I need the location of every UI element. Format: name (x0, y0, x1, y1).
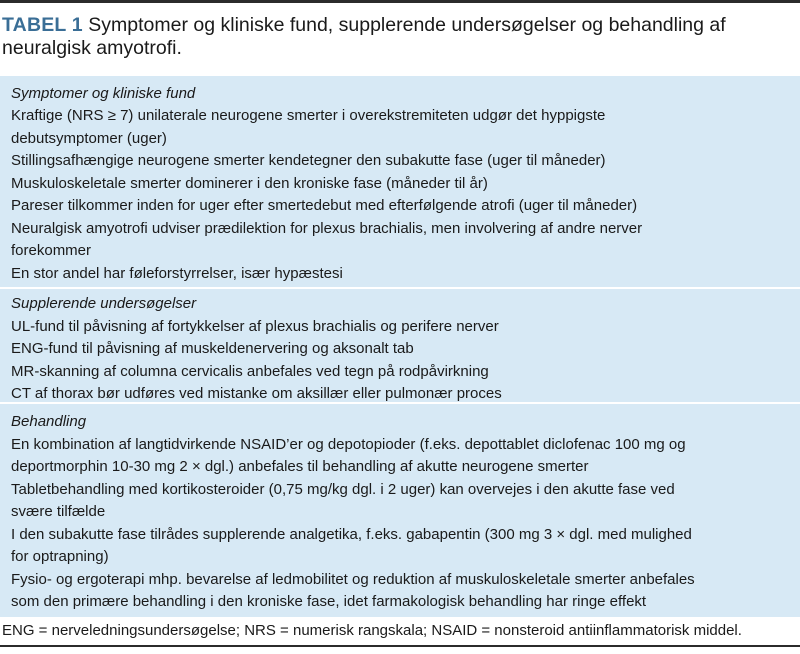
table-title-line2: neuralgisk amyotrofi. (2, 37, 182, 59)
table-row: debutsymptomer (uger) (11, 129, 167, 147)
table-row: svære tilfælde (11, 503, 106, 520)
table-row: forekommer (11, 242, 92, 259)
table-row: Fysio- og ergoterapi mhp. bevarelse af ledmobilitet og reduktion af muskuloskeletale smerter anbefales (11, 570, 695, 588)
table-row: for optrapning) (11, 548, 109, 565)
table-row: Muskuloskeletale smerter dominerer i den kroniske fase (måneder til år) (11, 174, 488, 192)
table-row: En stor andel har føleforstyrrelser, især hypæstesi (11, 264, 343, 282)
table-row: Kraftige (NRS ≥ 7) unilaterale neurogene smerter i overekstremiteten udgør det hyppigste (11, 107, 606, 124)
table-row: MR-skanning af columna cervicalis anbefales ved tegn på rodpåvirkning (11, 362, 489, 380)
section-treatment (0, 404, 800, 617)
table-footnote: ENG = nerveledningsundersøgelse; NRS = numerisk rangskala; NSAID = nonsteroid antiinflammatorisk middel. (2, 622, 742, 639)
table-row: deportmorphin 10-30 mg 2 × dgl.) anbefales til behandling af akutte neurogene smerter (11, 458, 589, 475)
table-body (0, 76, 800, 617)
table-caption (2, 14, 782, 60)
table-row: Neuralgisk amyotrofi udviser prædilektion for plexus brachialis, men involvering af andre nerver (11, 219, 643, 237)
table-title-line1: Symptomer og kliniske fund, supplerende undersøgelser og behandling af (88, 14, 726, 36)
table-row: Stillingsafhængige neurogene smerter kendetegner den subakutte fase (uger til måneder) (11, 152, 606, 169)
section-heading: Behandling (11, 413, 87, 430)
top-rule (0, 0, 800, 3)
table-row: ENG-fund til påvisning af muskeldenervering og aksonalt tab (11, 340, 414, 357)
table-row: som den primære behandling i den kroniske fase, idet farmakologisk behandling har ringe effekt (11, 593, 647, 610)
section-examinations (0, 289, 800, 402)
table-row: Tabletbehandling med kortikosteroider (0,75 mg/kg dgl. i 2 uger) kan overvejes i den akutte fase ved (11, 480, 675, 498)
table-row: I den subakutte fase tilrådes supplerende analgetika, f.eks. gabapentin (300 mg 3 × dgl. med mulighed (11, 525, 692, 543)
table-row: CT af thorax bør udføres ved mistanke om aksillær eller pulmonær proces (11, 385, 502, 402)
section-heading: Supplerende undersøgelser (11, 295, 197, 312)
table-label: TABEL 1 (2, 14, 83, 36)
section-heading: Symptomer og kliniske fund (11, 85, 196, 102)
bottom-rule (0, 645, 800, 647)
table-row: En kombination af langtidvirkende NSAID’er og depotopioder (f.eks. depottablet diclofenac 100 mg og (11, 435, 686, 453)
section-symptoms (0, 76, 800, 287)
table-row: Pareser tilkommer inden for uger efter smertedebut med efterfølgende atrofi (uger til måneder) (11, 197, 638, 214)
table-row: UL-fund til påvisning af fortykkelser af plexus brachialis og perifere nerver (11, 317, 499, 335)
